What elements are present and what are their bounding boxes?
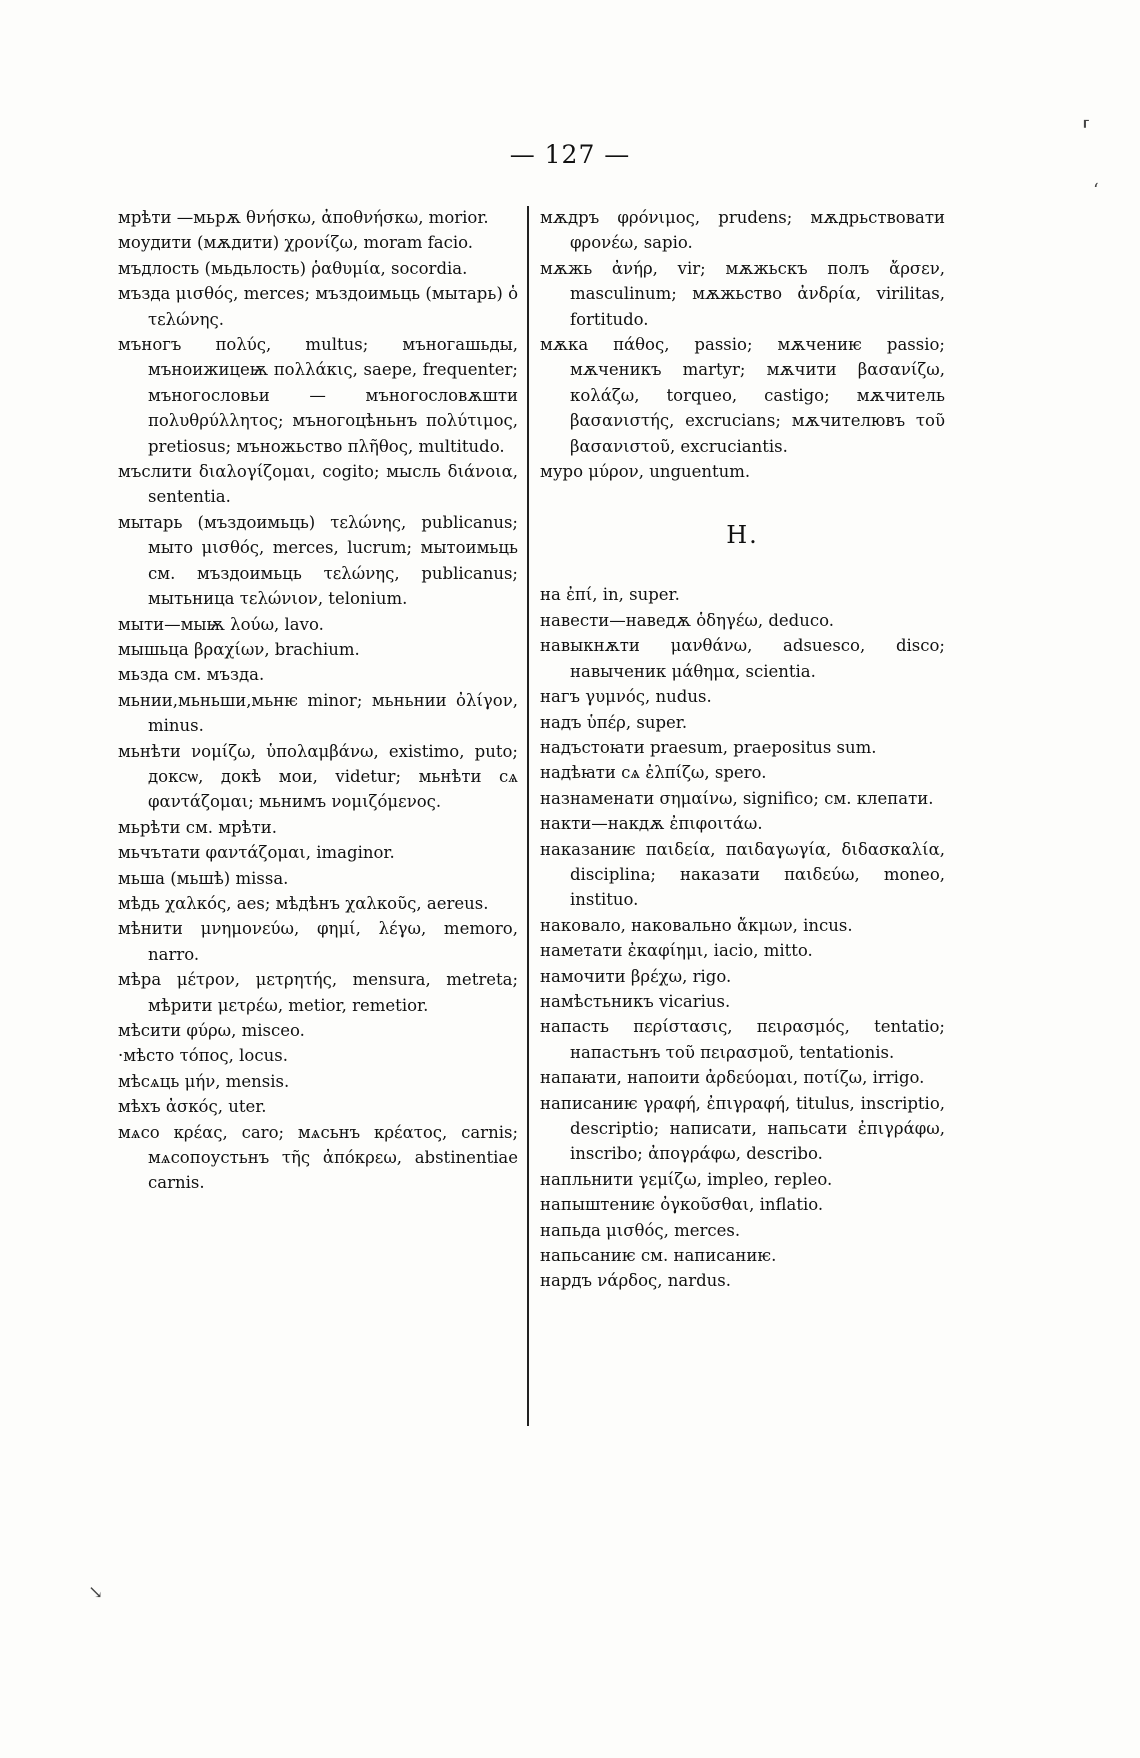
column-divider bbox=[527, 206, 529, 1426]
dictionary-entry: мьзда см. мъзда. bbox=[118, 665, 265, 685]
dictionary-entry: мьрѣти см. мрѣти. bbox=[118, 817, 277, 837]
dictionary-entry: навести—наведѫ ὁδηγέω, deduco. bbox=[540, 610, 834, 630]
dictionary-entry: навыкнѫти μανθάνω, adsuesco, disco; навыченик μάθημα, scientia. bbox=[540, 636, 945, 681]
entries-letter-m bbox=[540, 205, 945, 484]
dictionary-entry: надъ ὑπέρ, super. bbox=[540, 712, 688, 732]
dictionary-entry: мьнѣти νομίζω, ὑπολαμβάνω, existimo, puto; доксѡ, докѣ мои, videtur; мьнѣти сѧ φαντάζομαι; мьнимъ νομιζόμενος. bbox=[118, 741, 518, 812]
dictionary-entry: мьчътати φαντάζομαι, imaginor. bbox=[118, 843, 395, 863]
dictionary-entry: мъзда μισθός, merces; мъздоимьць (мытарь) ὁ τελώνης. bbox=[118, 284, 518, 329]
page-number: — 127 — bbox=[509, 140, 631, 169]
dictionary-entry: нардъ νάρδος, nardus. bbox=[540, 1271, 732, 1291]
dictionary-entry: напасть περίστασις, πειρασμός, tentatio; напастьнъ τοῦ πειρασμοῦ, tentationis. bbox=[540, 1017, 945, 1062]
dictionary-entry: наказаниѥ παιδεία, παιδαγωγία, διδασκαλία, disciplina; наказати παιδεύω, moneo, instituo. bbox=[540, 839, 945, 910]
dictionary-entry: назнаменати σημαίνω, significo; см. клепати. bbox=[540, 788, 934, 808]
dictionary-entry: моудити (мѫдити) χρονίζω, moram facio. bbox=[118, 233, 473, 253]
dictionary-entry: нагъ γυμνός, nudus. bbox=[540, 687, 712, 707]
dictionary-entry: мьнии,мьньши,мьнѥ minor; мьньнии ὀλίγον, minus. bbox=[118, 690, 518, 736]
dictionary-entry: мъдлость (мьдьлость) ῥαθυμία, socordia. bbox=[118, 258, 468, 278]
dictionary-entry: мъслити διαλογίζομαι, cogito; мысль διάνοια, sententia. bbox=[118, 462, 518, 507]
dictionary-entry: мъногъ πολύς, multus; мъногашьды, мъноижицеѭ πολλάκις, saepe, frequenter; мъногословьи — мъногословѫшти πολυθρύλλητος; мъногоцѣньнъ πολύτιμος, pretiosus; мъножьство πλῆθος, multitudo. bbox=[118, 335, 518, 456]
dictionary-entry: мѣхъ ἀσκός, uter. bbox=[118, 1097, 267, 1117]
dictionary-entry: муро μύρον, unguentum. bbox=[540, 462, 751, 482]
dictionary-entry: мѣсѧць μήν, mensis. bbox=[118, 1071, 290, 1091]
dictionary-entry: намѣстьникъ vicarius. bbox=[540, 991, 731, 1011]
dictionary-entry: наковало, наковально ἄκμων, incus. bbox=[540, 915, 853, 935]
entries-letter-n bbox=[540, 582, 945, 1293]
left-column bbox=[118, 205, 518, 1196]
dictionary-entry: напльнити γεμίζω, impleo, repleo. bbox=[540, 1169, 833, 1189]
dictionary-entry: мѣсити φύρω, misceo. bbox=[118, 1021, 305, 1040]
margin-mark: ↘ bbox=[88, 1582, 104, 1603]
dictionary-entry: мрѣти —мьрѫ θνήσκω, ἀποθνήσκω, morior. bbox=[118, 208, 489, 227]
dictionary-entry: мытарь (мъздоимьць) τελώνης, publicanus; мыто μισθός, merces, lucrum; мытоимьць см. мъздоимьць τελώνης, publicanus; мытьница τελώνιον, telonium. bbox=[118, 512, 518, 609]
dictionary-entry: напаꙗти, напоити ἀρδεύομαι, ποτίζω, irrigo. bbox=[540, 1068, 925, 1088]
margin-mark: ʻ bbox=[1093, 180, 1099, 201]
dictionary-entry: мѫка πάθος, passio; мѫчениѥ passio; мѫченикъ martyr; мѫчити βασανίζω, κολάζω, torqueo, castigo; мѫчитель βασανιστής, excrucians; мѫчителювъ τοῦ βασανιστοῦ, excruciantis. bbox=[540, 335, 945, 456]
dictionary-entry: на ἐπί, in, super. bbox=[540, 585, 680, 605]
dictionary-entry: напыштениѥ ὀγκοῦσθαι, inflatio. bbox=[540, 1195, 824, 1215]
right-column bbox=[540, 205, 945, 1294]
dictionary-entry: напьда μισθός, merces. bbox=[540, 1220, 741, 1240]
dictionary-entry: мѣра μέτρον, μετρητής, mensura, metreta; мѣрити μετρέω, metior, remetior. bbox=[118, 970, 518, 1015]
dictionary-entry: надѣꙗти сѧ ἐλπίζω, spero. bbox=[540, 763, 767, 783]
dictionary-entry: намочити βρέχω, rigo. bbox=[540, 966, 732, 986]
letter-heading: Н. bbox=[726, 521, 759, 550]
dictionary-entry: мѣдь χαλκός, aes; мѣдѣнъ χαλκοῦς, aereus. bbox=[118, 893, 489, 913]
dictionary-entry: написаниѥ γραφή, ἐπιγραφή, titulus, inscriptio, descriptio; написати, напьсати ἐπιγράφω, inscribo; ἀπογράφω, describo. bbox=[540, 1093, 945, 1164]
dictionary-entry: напьсаниѥ см. написаниѥ. bbox=[540, 1246, 777, 1266]
dictionary-entry: мьша (мьшѣ) missa. bbox=[118, 868, 289, 888]
dictionary-entry: мѫжь ἀνήρ, vir; мѫжьскъ полъ ἄρσεν, masculinum; мѫжьство ἀνδρία, virilitas, fortitudo. bbox=[540, 258, 945, 329]
dictionary-entry: наметати ἐκαφίημι, iacio, mitto. bbox=[540, 941, 813, 961]
dictionary-entry: надъстоꙗти praesum, praepositus sum. bbox=[540, 737, 877, 757]
dictionary-entry: ·мѣсто τόπος, locus. bbox=[118, 1046, 288, 1066]
dictionary-entry: мыти—мыѭ λούω, lavo. bbox=[118, 614, 324, 634]
dictionary-entry: накти—накдѫ ἐπιφοιτάω. bbox=[540, 814, 763, 834]
margin-mark: ⸢ bbox=[1082, 118, 1091, 143]
dictionary-entry: мѧсо κρέας, caro; мѧсьнъ κρέατος, carnis; мѧсопоустьнъ τῆς ἀπόκρεω, abstinentiae carnis. bbox=[118, 1122, 518, 1193]
dictionary-entry: мѣнити μνημονεύω, φημί, λέγω, memoro, narro. bbox=[118, 919, 518, 964]
dictionary-entry: мѫдръ φρόνιμος, prudens; мѫдрьствовати φρονέω, sapio. bbox=[540, 208, 945, 253]
dictionary-entry: мышьца βραχίων, brachium. bbox=[118, 639, 360, 659]
